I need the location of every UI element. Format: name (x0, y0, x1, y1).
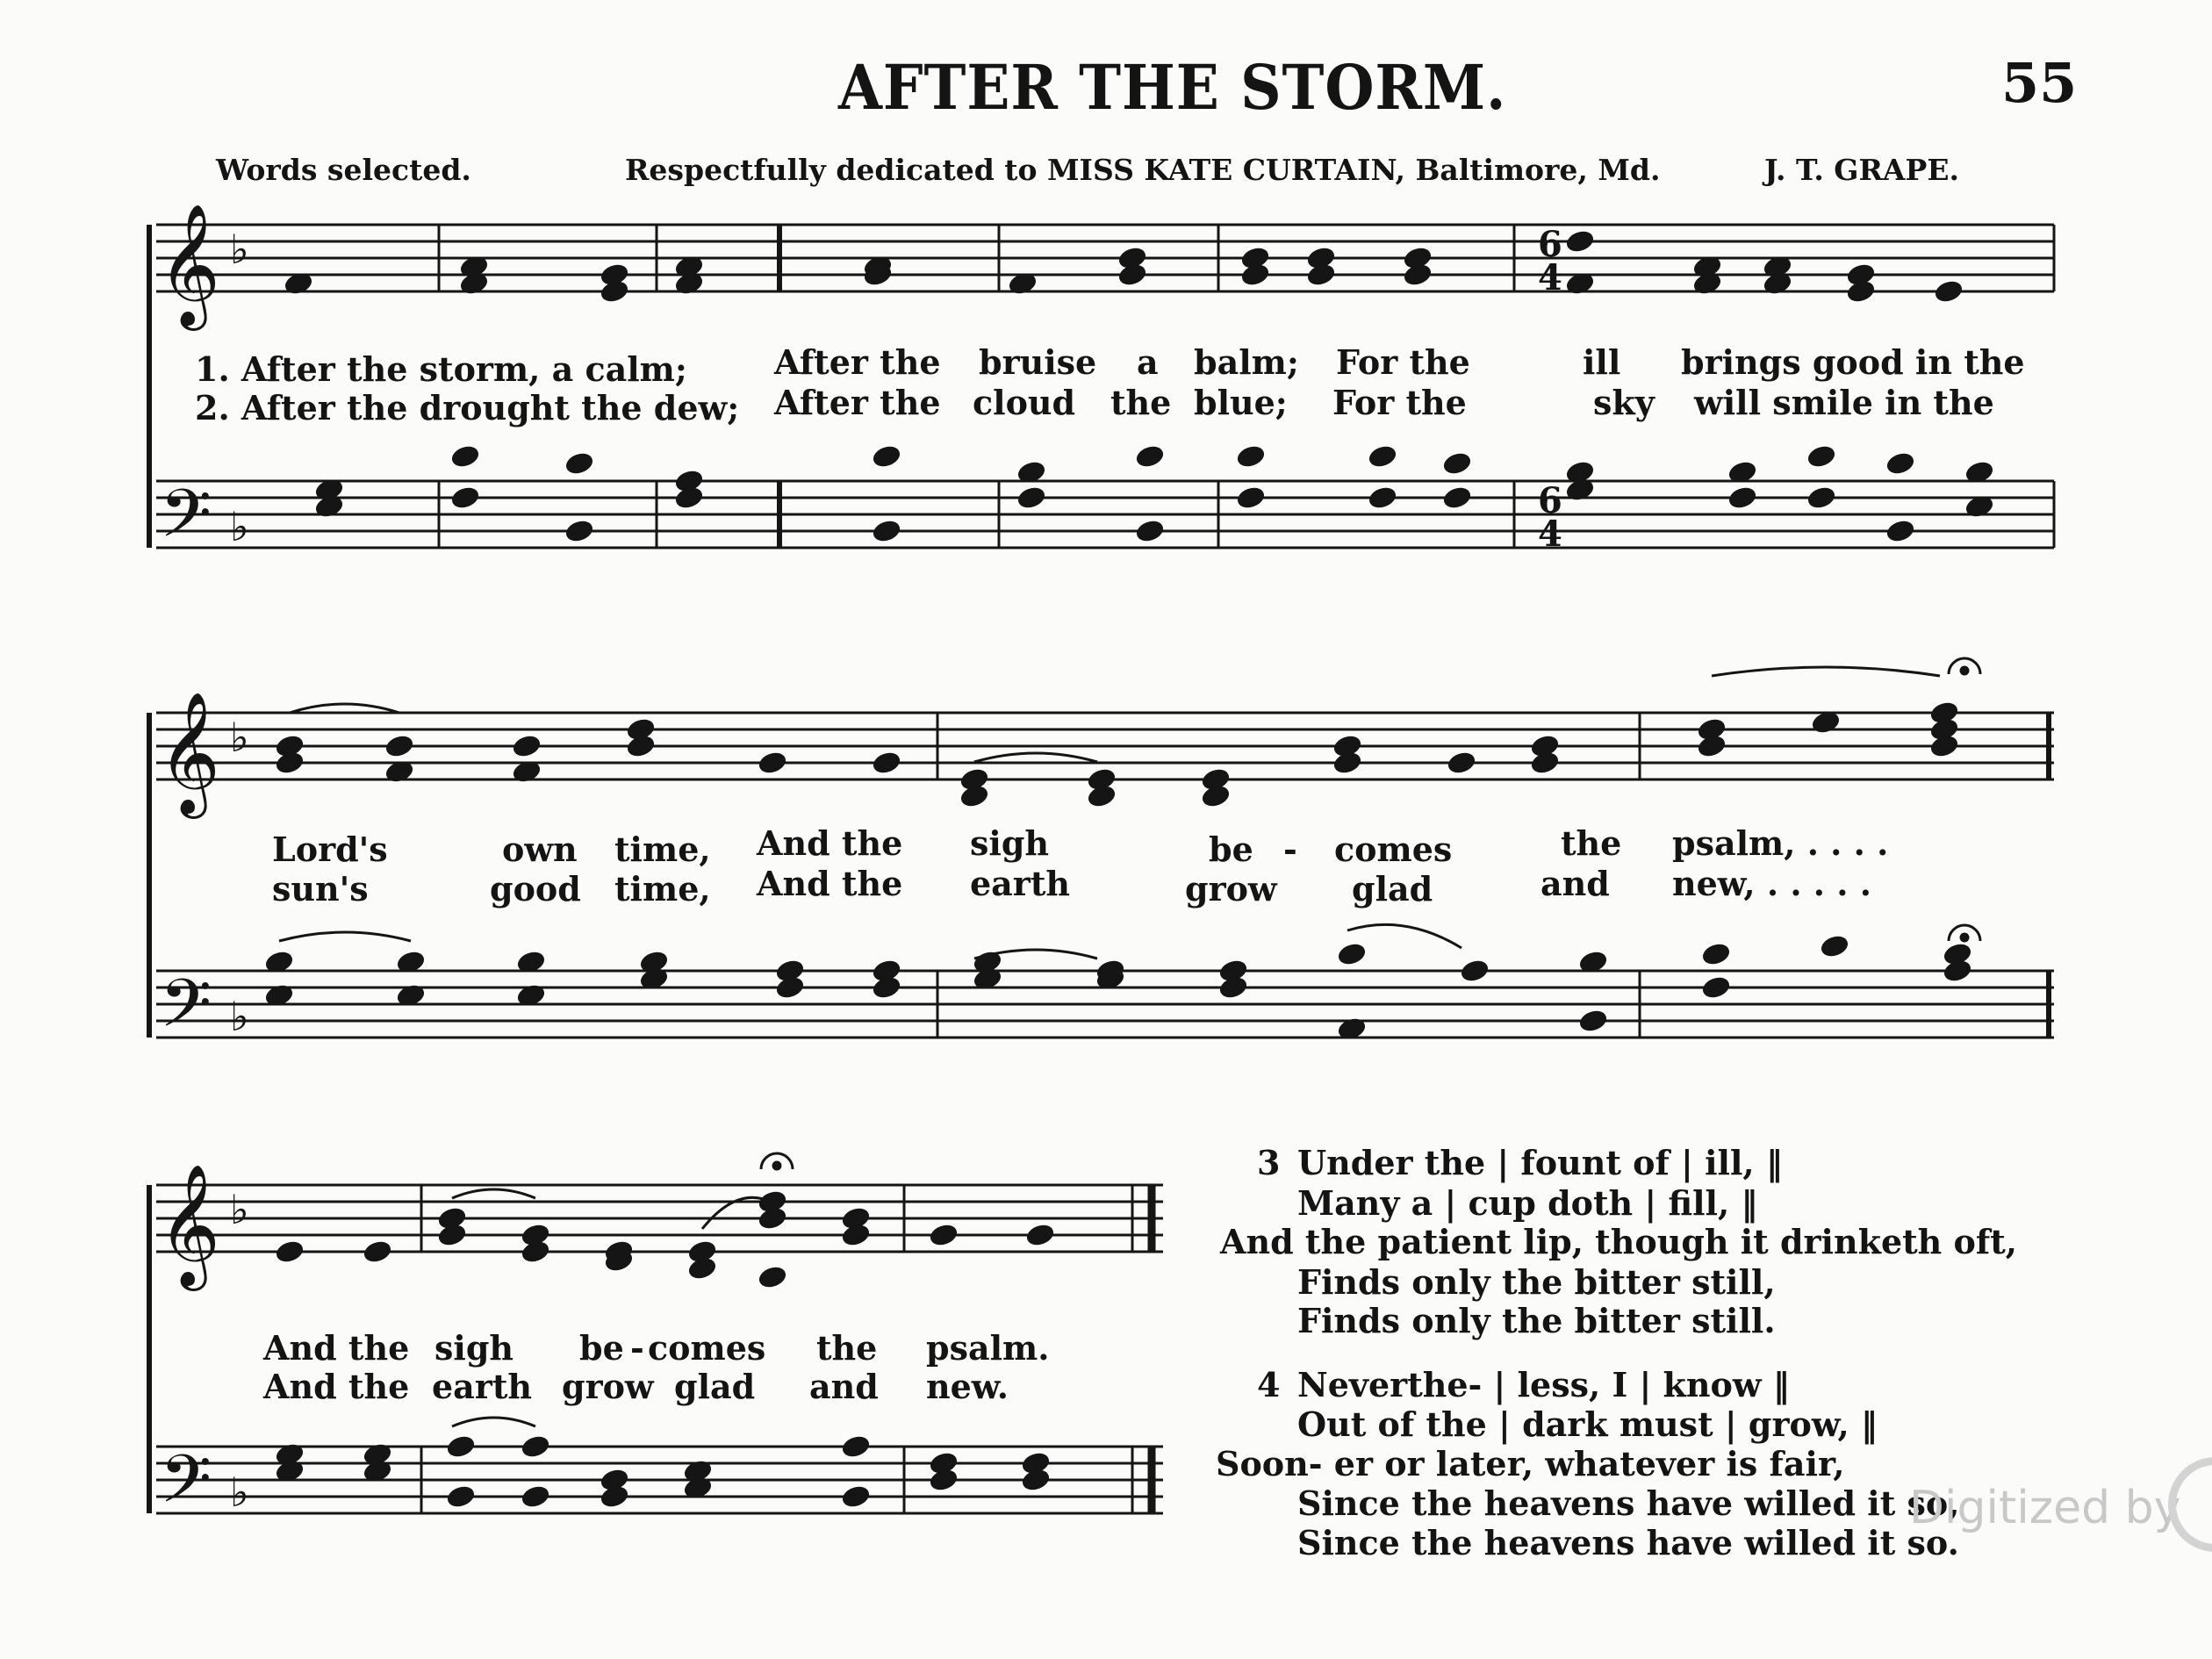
time-sig-bottom-text: 4 (1538, 257, 1562, 298)
notehead (873, 976, 901, 999)
notehead (447, 1485, 475, 1508)
notehead (873, 445, 901, 468)
notehead (1017, 486, 1045, 509)
notehead (451, 445, 479, 468)
lyric: the (1561, 823, 1622, 863)
notehead (521, 1435, 549, 1458)
verse-line: Under the | fount of | ill, ‖ (1297, 1143, 1783, 1182)
lyric: brings good in the (1681, 342, 2025, 382)
notehead (930, 1469, 958, 1491)
lyric: earth (970, 864, 1070, 903)
notehead (385, 735, 413, 758)
verse-line: Finds only the bitter still, (1297, 1262, 1776, 1302)
notehead (842, 1485, 870, 1508)
lyric: and (1540, 864, 1610, 903)
notehead (1136, 520, 1164, 542)
notehead (521, 1240, 549, 1263)
notehead (1088, 785, 1116, 808)
lyric: grow (562, 1367, 654, 1406)
bass-clef-icon: 𝄢 (160, 1440, 212, 1534)
notehead (1930, 735, 1958, 758)
page-title: AFTER THE STORM. (838, 51, 1507, 124)
lyric: sun's (272, 869, 369, 908)
notehead (1702, 976, 1730, 999)
lyric: grow (1185, 869, 1277, 908)
words-credit: Words selected. (216, 153, 471, 187)
svg-text:♭: ♭ (230, 1186, 249, 1233)
notehead (1886, 452, 1914, 475)
lyric: comes (1334, 830, 1453, 869)
notehead (1461, 959, 1489, 982)
verse-line: Many a | cup doth | fill, ‖ (1297, 1183, 1758, 1223)
notehead (1118, 247, 1146, 269)
lyric: And the (757, 823, 903, 863)
slur (974, 753, 1097, 762)
lyric: new. (926, 1367, 1009, 1406)
slur (279, 932, 411, 941)
lyric: will smile in the (1694, 383, 1994, 422)
time-sig-top-text: 6 (1538, 224, 1562, 265)
bass-clef-icon: 𝄢 (160, 475, 212, 569)
fermata-dot (1961, 667, 1968, 674)
notehead (447, 1435, 475, 1458)
notehead (1943, 959, 1971, 982)
lyric: And the (263, 1367, 410, 1406)
lyric: ill (1583, 342, 1621, 382)
notehead (1847, 280, 1875, 303)
notehead (565, 452, 593, 475)
lyric: sigh (970, 823, 1050, 863)
notehead (873, 520, 901, 542)
system2-treble-staff (156, 713, 2054, 779)
notehead (276, 1240, 304, 1263)
watermark-text: Digitized by (1909, 1482, 2181, 1534)
lyric: comes (648, 1328, 766, 1368)
notehead (1202, 785, 1230, 808)
notehead (521, 1485, 549, 1508)
notehead (1935, 280, 1963, 303)
lyric: and (809, 1367, 879, 1406)
lyric: - (1283, 830, 1297, 869)
notehead (930, 1224, 958, 1246)
notehead (565, 520, 593, 542)
notehead (1566, 230, 1594, 253)
lyric: the (1110, 383, 1172, 422)
notehead (758, 1207, 786, 1230)
notehead (1237, 486, 1265, 509)
fermata-dot (773, 1162, 780, 1169)
notehead (1338, 943, 1366, 966)
system3-bass-staff (156, 1447, 1163, 1513)
lyric: the (816, 1328, 878, 1368)
slur (1347, 924, 1462, 948)
notehead (842, 1224, 870, 1246)
notehead (1368, 486, 1397, 509)
notehead (1237, 445, 1265, 468)
notehead (1022, 1469, 1050, 1491)
lyric: blue; (1194, 383, 1288, 422)
lyric: And the (757, 864, 903, 903)
notehead (1443, 452, 1471, 475)
svg-text:♭: ♭ (230, 993, 249, 1040)
slur (452, 1418, 535, 1426)
notehead (1698, 735, 1726, 758)
lyric: For the (1336, 342, 1470, 382)
notehead (776, 976, 804, 999)
verse-number: 4 (1257, 1365, 1281, 1404)
lyric: And the (263, 1328, 410, 1368)
verse-number: 3 (1257, 1143, 1281, 1182)
bass-clef-icon: 𝄢 (160, 965, 212, 1059)
lyric: 2. After the drought the dew; (195, 388, 740, 427)
lyric: time, (614, 830, 711, 869)
lyric: be (1209, 830, 1253, 869)
lyric: balm; (1194, 342, 1299, 382)
notehead (1241, 263, 1269, 286)
lyric: earth (432, 1367, 532, 1406)
notehead (1333, 751, 1361, 774)
lyric: own (502, 830, 578, 869)
lyric: bruise (979, 342, 1097, 382)
lyric: a (1137, 342, 1159, 382)
notehead (960, 785, 988, 808)
lyric: psalm. (926, 1328, 1050, 1368)
lyric: good (490, 869, 581, 908)
treble-clef-icon: 𝄞 (158, 204, 220, 326)
notehead (1404, 263, 1432, 286)
verse-line: Out of the | dark must | grow, ‖ (1297, 1404, 1878, 1444)
notehead (1702, 943, 1730, 966)
notehead (1307, 263, 1335, 286)
notehead (1136, 445, 1164, 468)
lyric: be (579, 1328, 624, 1368)
system1-bass-staff (156, 481, 2054, 548)
treble-clef-icon: 𝄞 (158, 1164, 220, 1286)
notehead (1026, 1224, 1054, 1246)
verse-line: Since the heavens have willed it so, (1297, 1483, 1960, 1523)
notehead (1728, 486, 1756, 509)
notehead (451, 486, 479, 509)
composer-credit: J. T. GRAPE. (1764, 153, 1959, 187)
notehead (1447, 751, 1476, 774)
slur (452, 1189, 535, 1198)
time-signature (1538, 224, 1562, 555)
notehead (842, 1435, 870, 1458)
notehead (1219, 976, 1247, 999)
dedication: Respectfully dedicated to MISS KATE CURTAIN, Baltimore, Md. (625, 153, 1661, 187)
notehead (758, 1266, 786, 1289)
lyric: For the (1332, 383, 1467, 422)
notehead (363, 1240, 391, 1263)
notehead (1807, 445, 1835, 468)
fermata-dot (1961, 934, 1968, 941)
notehead (600, 280, 628, 303)
notehead (438, 1224, 466, 1246)
svg-text:♭: ♭ (230, 714, 249, 761)
lyric: Lord's (272, 830, 388, 869)
lyric: - (630, 1328, 644, 1368)
lyric: glad (1352, 869, 1433, 908)
notehead (627, 735, 655, 758)
svg-text:♭: ♭ (230, 503, 249, 550)
lyric: psalm, . . . . (1672, 823, 1889, 863)
notehead (758, 751, 786, 774)
notehead (1579, 1009, 1607, 1032)
page-number: 55 (2001, 51, 2078, 115)
lyric: After the (774, 342, 941, 382)
verse-line: Soon- er or later, whatever is fair, (1216, 1444, 1845, 1483)
notehead (675, 486, 703, 509)
slur (1712, 667, 1940, 676)
lyric: After the (774, 383, 941, 422)
verse-line: Neverthe- | less, I | know ‖ (1297, 1365, 1790, 1404)
notehead (600, 1485, 628, 1508)
notehead (1368, 445, 1397, 468)
lyric: 1. After the storm, a calm; (195, 349, 687, 389)
lyric: cloud (973, 383, 1076, 422)
lyric: new, . . . . . (1672, 864, 1871, 903)
verse-line: And the patient lip, though it drinketh oft, (1220, 1222, 2018, 1261)
lyric: sky (1593, 383, 1655, 422)
verse-line: Finds only the bitter still. (1297, 1301, 1776, 1340)
time-sig-top-text: 6 (1538, 480, 1562, 521)
svg-text:♭: ♭ (230, 226, 249, 273)
notehead (873, 751, 901, 774)
treble-clef-icon: 𝄞 (158, 692, 220, 814)
lyric: time, (614, 869, 711, 908)
notehead (688, 1257, 716, 1280)
notehead (1821, 935, 1849, 958)
svg-text:♭: ♭ (230, 1469, 249, 1516)
notehead (1531, 751, 1559, 774)
notehead (513, 735, 541, 758)
time-sig-bottom-text: 4 (1538, 514, 1562, 555)
notehead (1443, 486, 1471, 509)
notehead (1807, 486, 1835, 509)
notehead (276, 751, 304, 774)
verse-line: Since the heavens have willed it so. (1297, 1523, 1959, 1562)
lyric: sigh (434, 1328, 514, 1368)
system3-treble-staff (156, 1185, 1163, 1252)
notehead (1886, 520, 1914, 542)
lyric: glad (674, 1367, 756, 1406)
